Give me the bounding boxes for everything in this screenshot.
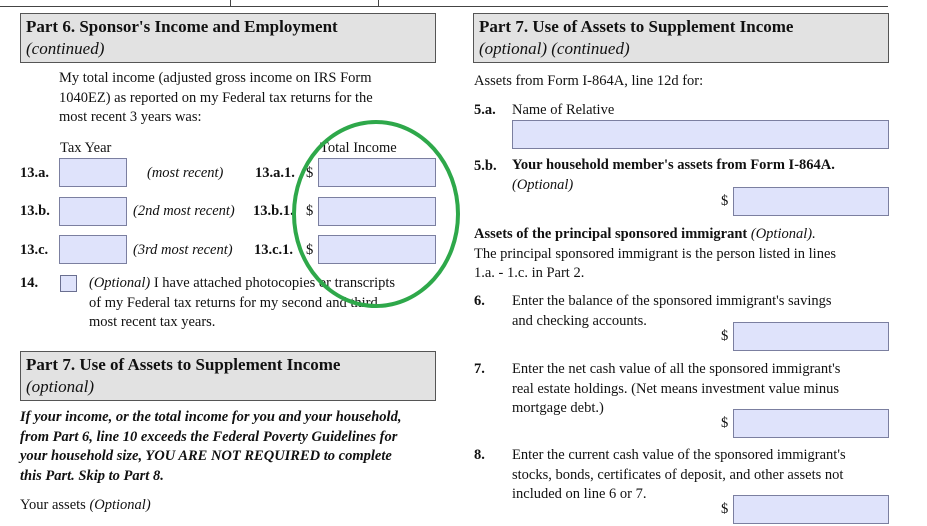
your-assets-label: Your assets (Optional): [20, 497, 151, 513]
tax-year-13b-input[interactable]: [59, 197, 127, 226]
item-14-text: (Optional) I have attached photocopies or transcripts of my Federal tax returns for my second and third most recent tax years.: [89, 275, 396, 330]
income-intro: My total income (adjusted gross income on IRS Form 1040EZ) as reported on my Federal tax returns for the most recent 3 years was:: [59, 70, 373, 125]
item-13c-number: 13.c.: [20, 242, 49, 258]
item-13a-note: (most recent): [147, 165, 224, 181]
dollar-sign: $: [721, 193, 729, 209]
total-income-header: Total Income: [320, 140, 397, 156]
part7-right-title: Part 7. Use of Assets to Supplement Income: [479, 17, 794, 36]
part7-right-subtitle: (optional) (continued): [479, 39, 630, 58]
item-13b-number: 13.b.: [20, 203, 50, 219]
item-5a-number: 5.a.: [474, 102, 496, 118]
other-assets-value-input[interactable]: [733, 495, 889, 524]
top-table-border: [0, 0, 888, 7]
item-13b-note: (2nd most recent): [133, 203, 235, 219]
relative-name-input[interactable]: [512, 120, 889, 149]
item-8-number: 8.: [474, 447, 485, 463]
principal-immigrant-text: Assets of the principal sponsored immigrant (Optional). The principal sponsored immigrant is the person listed in lines 1.a. - 1.c. in Part 2.: [474, 226, 837, 281]
item-13a1-number: 13.a.1.: [255, 165, 295, 181]
item-5b-number: 5.b.: [474, 158, 497, 174]
item-6-text: Enter the balance of the sponsored immigrant's savings and checking accounts.: [512, 293, 832, 329]
item-7-number: 7.: [474, 361, 485, 377]
part6-header: [20, 13, 436, 63]
tax-year-13c-input[interactable]: [59, 235, 127, 264]
item-13c-note: (3rd most recent): [133, 242, 233, 258]
item-8-text: Enter the current cash value of the sponsored immigrant's stocks, bonds, certificates of deposit, and other assets not included on line 6 or 7.: [512, 447, 846, 502]
item-14-number: 14.: [20, 275, 39, 291]
annotation-circle: [292, 120, 460, 308]
household-member-assets-input[interactable]: [733, 187, 889, 216]
savings-balance-input[interactable]: [733, 322, 889, 351]
tax-year-13a-input[interactable]: [59, 158, 127, 187]
part7-subtitle: (optional): [26, 377, 94, 396]
item-7-text: Enter the net cash value of all the sponsored immigrant's real estate holdings. (Net means investment value minus mortgage debt.): [512, 361, 841, 416]
part7-title: Part 7. Use of Assets to Supplement Income: [26, 355, 341, 374]
item-13b1-number: 13.b.1.: [253, 203, 294, 219]
dollar-sign: $: [306, 165, 314, 181]
item-13c1-number: 13.c.1.: [254, 242, 294, 258]
real-estate-value-input[interactable]: [733, 409, 889, 438]
item-6-number: 6.: [474, 293, 485, 309]
item-5a-label: Name of Relative: [512, 102, 615, 118]
tax-returns-attached-checkbox[interactable]: [60, 275, 77, 292]
dollar-sign: $: [721, 328, 729, 344]
assets-from-form-text: Assets from Form I-864A, line 12d for:: [474, 73, 704, 89]
tax-year-header: Tax Year: [60, 140, 112, 156]
part7-header-right: [473, 13, 889, 63]
part7-warning: If your income, or the total income for you and your household, from Part 6, line 10 exceeds the Federal Poverty Guidelines for your household size, YOU ARE NOT REQUIRED to complete this Part. Skip to Part 8.: [20, 409, 402, 484]
part6-subtitle: (continued): [26, 39, 105, 58]
item-5b-text: Your household member's assets from Form I-864A. (Optional): [512, 157, 835, 193]
part6-title: Part 6. Sponsor's Income and Employment: [26, 17, 338, 36]
dollar-sign: $: [721, 501, 729, 517]
item-13a-number: 13.a.: [20, 165, 49, 181]
part7-header-left: [20, 351, 436, 401]
dollar-sign: $: [306, 203, 314, 219]
dollar-sign: $: [306, 242, 314, 258]
dollar-sign: $: [721, 415, 729, 431]
